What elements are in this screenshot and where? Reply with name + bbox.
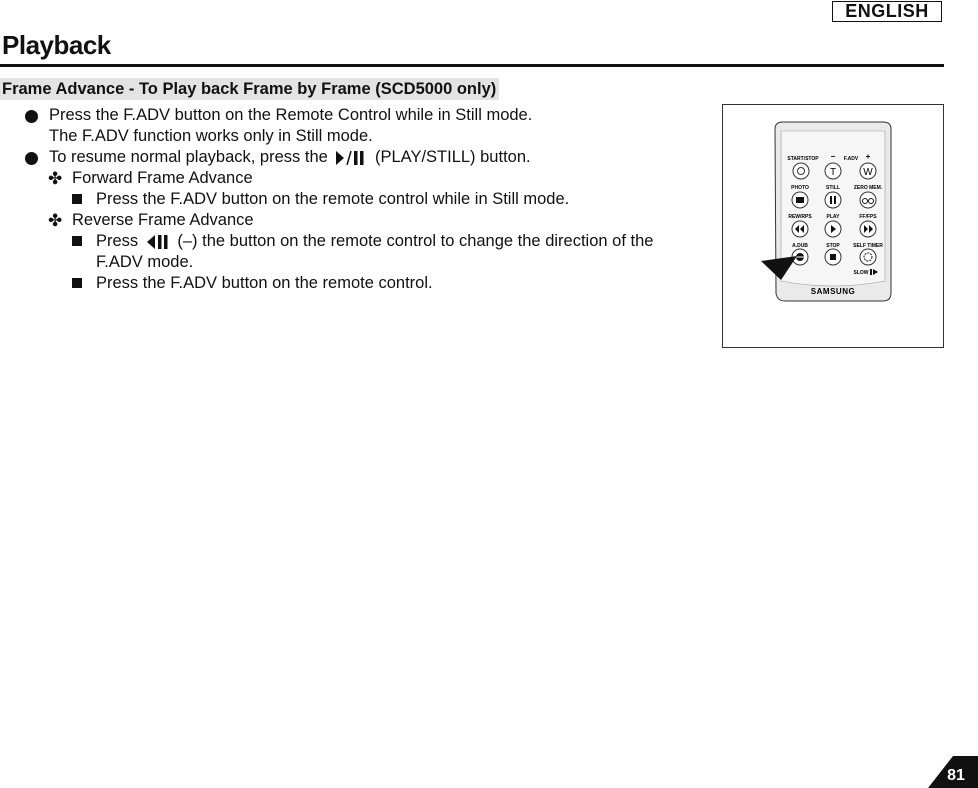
reverse-item2: Press the F.ADV button on the remote control. <box>96 274 433 292</box>
remote-control-figure <box>722 104 944 348</box>
reverse-item1 <box>96 231 653 252</box>
square-bullet-icon <box>72 194 82 204</box>
label-ff-fps: FF/FPS <box>859 214 877 220</box>
reverse-item1-before: Press <box>96 232 139 250</box>
label-play: PLAY <box>826 214 840 220</box>
section-heading: Frame Advance - To Play back Frame by Frame (SCD5000 only) <box>0 78 499 100</box>
camera-icon <box>796 197 804 203</box>
bullet-circle-icon <box>25 152 38 165</box>
cross-bullet-icon: ✤ <box>48 211 63 230</box>
brand-logo: SAMSUNG <box>810 287 856 296</box>
label-plus: + <box>865 152 871 161</box>
zoom-t-label: T <box>829 167 837 178</box>
forward-item: Press the F.ADV button on the remote control while in Still mode. <box>96 190 570 208</box>
self-timer-button[interactable] <box>860 249 876 265</box>
label-self-timer: SELF TIMER <box>853 243 883 249</box>
reverse-item1-line2: F.ADV mode. <box>96 253 194 271</box>
zoom-w-label: W <box>863 167 873 178</box>
reverse-item1-after: (–) the button on the remote control to change the direction of the <box>177 232 654 250</box>
title-divider <box>0 64 944 67</box>
label-slow: SLOW <box>853 270 869 276</box>
label-rew-rps: REW/RPS <box>788 214 812 220</box>
square-bullet-icon <box>72 236 82 246</box>
language-badge: ENGLISH <box>832 1 942 22</box>
bullet2-text <box>49 147 531 168</box>
bullet2-after: (PLAY/STILL) button. <box>374 148 531 166</box>
still-button[interactable] <box>825 192 841 208</box>
label-still: STILL <box>826 185 840 191</box>
stop-icon <box>830 254 836 260</box>
bullet1-line1: Press the F.ADV button on the Remote Control while in Still mode. <box>49 106 533 124</box>
remote-control-illustration <box>723 105 943 347</box>
bullet1-line2: The F.ADV function works only in Still mode. <box>49 127 373 145</box>
reverse-still-icon <box>147 235 169 249</box>
label-start-stop: START/STOP <box>787 156 819 162</box>
page-number: 81 <box>947 767 965 784</box>
label-fadv: F.ADV <box>843 156 859 162</box>
play-still-icon <box>336 151 366 165</box>
reverse-heading: Reverse Frame Advance <box>72 211 254 229</box>
pause-icon <box>830 196 832 204</box>
cross-bullet-icon: ✤ <box>48 169 63 188</box>
forward-heading: Forward Frame Advance <box>72 169 253 187</box>
start-stop-button[interactable] <box>793 163 809 179</box>
label-minus: − <box>830 152 836 161</box>
label-stop: STOP <box>826 243 840 249</box>
bullet-circle-icon <box>25 110 38 123</box>
label-zero-mem: ZERO MEM. <box>853 185 883 191</box>
label-adub: A.DUB <box>792 243 808 249</box>
slow-icon <box>870 269 872 275</box>
bullet2-before: To resume normal playback, press the <box>49 148 328 166</box>
label-photo: PHOTO <box>791 185 809 191</box>
square-bullet-icon <box>72 278 82 288</box>
page-title: Playback <box>2 30 111 60</box>
